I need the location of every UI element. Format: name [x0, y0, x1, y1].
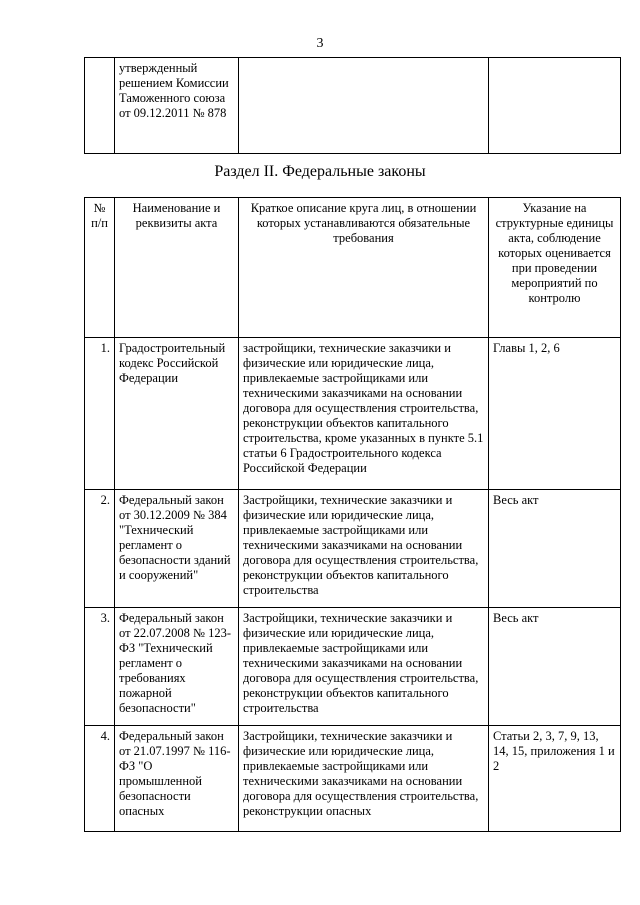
empty-num-cell — [85, 58, 115, 154]
section-title: Раздел II. Федеральные законы — [214, 163, 426, 180]
header-description: Краткое описание круга лиц, в отношении которых устанавливаются обязательные требования — [239, 198, 489, 338]
table-row — [85, 490, 621, 608]
table-row — [85, 338, 621, 490]
table-row — [85, 608, 621, 726]
header-num: № п/п — [85, 198, 115, 338]
row-num: 3. — [85, 608, 115, 726]
row-units: Статьи 2, 3, 7, 9, 13, 14, 15, приложения 1 и 2 — [489, 726, 621, 832]
continued-name-cell: утвержденный решением Комиссии Таможенного союза от 09.12.2011 № 878 — [115, 58, 239, 154]
row-units: Весь акт — [489, 490, 621, 608]
federal-laws-table — [84, 197, 621, 832]
row-name: Градостроительный кодекс Российской Федерации — [115, 338, 239, 490]
row-units: Главы 1, 2, 6 — [489, 338, 621, 490]
row-description: Застройщики, технические заказчики и физические или юридические лица, привлекаемые застройщиками или техническими заказчиками на основании договора для осуществления строительства, реконструкции объектов капитального строительства — [239, 490, 489, 608]
row-name: Федеральный закон от 30.12.2009 № 384 "Технический регламент о безопасности зданий и сооружений" — [115, 490, 239, 608]
row-description: Застройщики, технические заказчики и физические или юридические лица, привлекаемые застройщиками или техническими заказчиками на основании договора для осуществления строительства, реконструкции объектов капитального строительства — [239, 608, 489, 726]
table-row — [85, 726, 621, 832]
row-num: 1. — [85, 338, 115, 490]
empty-units-cell — [489, 58, 621, 154]
row-name: Федеральный закон от 21.07.1997 № 116-ФЗ "О промышленной безопасности опасных — [115, 726, 239, 832]
continued-table — [84, 57, 621, 154]
header-name: Наименование и реквизиты акта — [115, 198, 239, 338]
table-header-row — [85, 198, 621, 338]
row-name: Федеральный закон от 22.07.2008 № 123-ФЗ "Технический регламент о требованиях пожарной безопасности" — [115, 608, 239, 726]
row-units: Весь акт — [489, 608, 621, 726]
header-units: Указание на структурные единицы акта, соблюдение которых оценивается при проведении мероприятий по контролю — [489, 198, 621, 338]
row-description: Застройщики, технические заказчики и физические или юридические лица, привлекаемые застройщиками или техническими заказчиками на основании договора для осуществления строительства, реконструкции опасных — [239, 726, 489, 832]
row-num: 4. — [85, 726, 115, 832]
page-number: 3 — [316, 36, 324, 51]
row-description: застройщики, технические заказчики и физические или юридические лица, привлекаемые застройщиками или техническими заказчиками на основании договора для осуществления строительства, реконструкции объектов капитального строительства, кроме указанных в пункте 5.1 статьи 6 Градостроительного кодекса Российской Федерации — [239, 338, 489, 490]
row-num: 2. — [85, 490, 115, 608]
empty-description-cell — [239, 58, 489, 154]
